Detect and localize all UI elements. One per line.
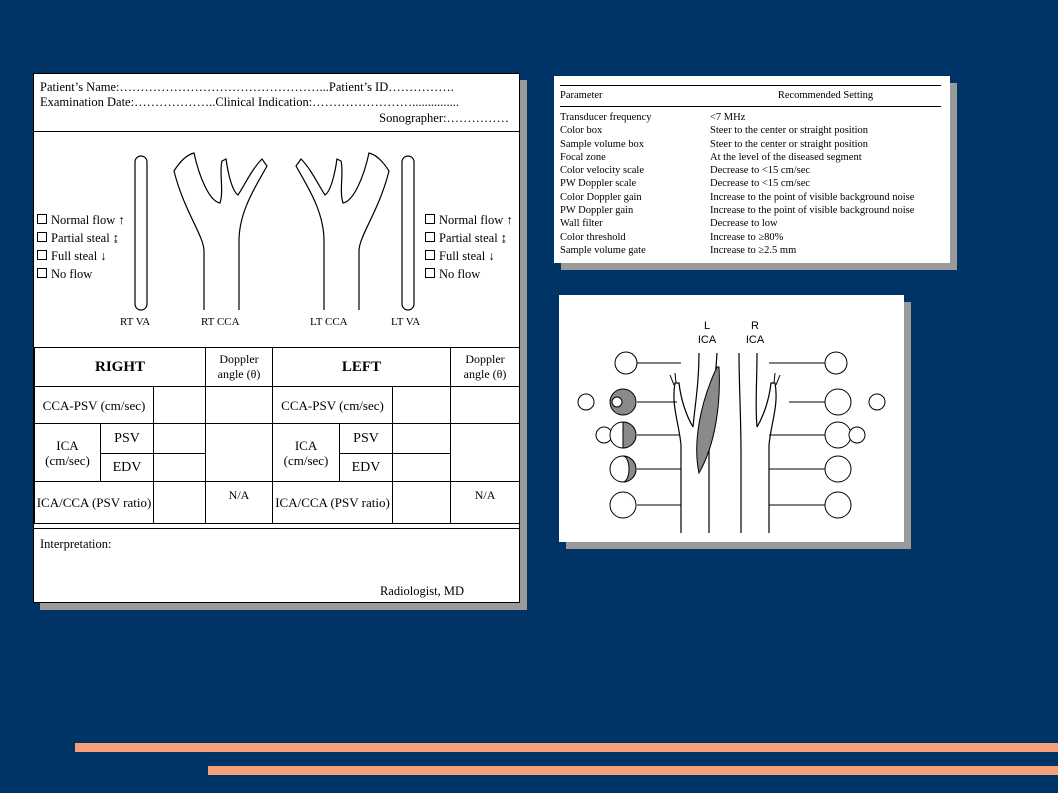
option-no-flow[interactable]: No flow xyxy=(425,265,513,283)
psv-label: PSV xyxy=(340,424,393,454)
right-vessel-outer xyxy=(757,383,776,533)
parameter-setting: <7 MHz xyxy=(710,112,746,123)
lt-cca-psv-cell[interactable] xyxy=(393,387,451,424)
parameter-header: Parameter xyxy=(560,86,710,107)
accent-bar-top xyxy=(75,743,1058,752)
l-label: L xyxy=(703,320,711,332)
parameter-table xyxy=(560,85,941,257)
parameter-row xyxy=(560,124,941,137)
rt-va-label: RT VA xyxy=(120,316,151,328)
option-partial-steal[interactable]: Partial steal ↨ xyxy=(37,229,125,247)
parameter-setting: Decrease to <15 cm/sec xyxy=(710,178,811,190)
r-label: R xyxy=(751,320,759,332)
parameter-row xyxy=(560,244,941,257)
lt-ica-edv-cell[interactable] xyxy=(393,454,451,482)
parameter-name: Color box xyxy=(560,125,603,137)
na-value: N/A xyxy=(451,482,520,524)
parameter-row xyxy=(560,164,941,177)
rt-cca-psv-cell[interactable] xyxy=(154,387,206,424)
parameter-setting: Increase to the point of visible background noise xyxy=(710,205,915,217)
edv-label: EDV xyxy=(101,454,154,482)
cca-psv-label: CCA-PSV (cm/sec) xyxy=(273,387,393,424)
left-vessel-outer xyxy=(674,383,693,533)
parameter-table-panel xyxy=(554,76,950,263)
rt-cca-vessel xyxy=(174,153,267,310)
option-full-steal[interactable]: Full steal ↓ xyxy=(37,247,125,265)
ica-diagram xyxy=(559,295,904,542)
ratio-label: ICA/CCA (PSV ratio) xyxy=(273,482,393,524)
right-flow-options xyxy=(37,211,125,283)
option-partial-steal[interactable]: Partial steal ↨ xyxy=(425,229,513,247)
interpretation-box[interactable] xyxy=(34,528,519,603)
right-ica-wall xyxy=(756,353,757,427)
option-full-steal[interactable]: Full steal ↓ xyxy=(425,247,513,265)
lt-va-label: LT VA xyxy=(391,316,421,328)
lt-cca-label: LT CCA xyxy=(310,316,348,328)
rt-ratio-cell[interactable] xyxy=(154,482,206,524)
parameter-name: PW Doppler scale xyxy=(560,178,637,190)
parameter-rows xyxy=(560,107,941,258)
interpretation-label: Interpretation: xyxy=(40,537,112,551)
psv-label: PSV xyxy=(101,424,154,454)
right-vessel-inner xyxy=(739,353,741,533)
doppler-angle-header: Doppler angle (θ) xyxy=(451,348,520,387)
option-no-flow[interactable]: No flow xyxy=(37,265,125,283)
exam-date-line[interactable]: Examination Date:………………..Clinical Indication:……………………............... xyxy=(40,95,460,109)
ratio-label: ICA/CCA (PSV ratio) xyxy=(35,482,154,524)
accent-bar-bottom xyxy=(208,766,1058,775)
parameter-setting: Steer to the center or straight position xyxy=(710,125,869,137)
lt-ica-psv-cell[interactable] xyxy=(393,424,451,454)
left-ica-wall xyxy=(693,353,699,427)
parameter-setting: Decrease to <15 cm/sec xyxy=(710,165,811,177)
setting-header: Recommended Setting xyxy=(710,86,941,107)
parameter-setting: Increase to ≥80% xyxy=(710,231,784,243)
parameter-name: Sample volume gate xyxy=(560,244,646,256)
sonographer-line[interactable]: Sonographer:…………… xyxy=(379,111,509,125)
rt-ica-psv-cell[interactable] xyxy=(154,424,206,454)
parameter-setting: Increase to ≥2.5 mm xyxy=(710,244,797,256)
parameter-name: Color Doppler gain xyxy=(560,191,642,203)
parameter-setting: Steer to the center or straight position xyxy=(710,138,869,150)
option-normal-flow[interactable]: Normal flow ↑ xyxy=(37,211,125,229)
parameter-name: Wall filter xyxy=(560,218,603,230)
vessel-diagram xyxy=(34,131,519,347)
r-ica-label: ICA xyxy=(745,334,765,346)
ica-label: ICA (cm/sec) xyxy=(35,424,101,482)
parameter-setting: Increase to the point of visible background noise xyxy=(710,191,915,203)
rt-ica-edv-cell[interactable] xyxy=(154,454,206,482)
option-normal-flow[interactable]: Normal flow ↑ xyxy=(425,211,513,229)
parameter-name: Transducer frequency xyxy=(560,112,652,123)
cca-psv-label: CCA-PSV (cm/sec) xyxy=(35,387,154,424)
parameter-setting: At the level of the diseased segment xyxy=(710,151,862,163)
patient-name-line[interactable]: Patient’s Name:…………………………………………...Patient’s ID……………. xyxy=(40,80,454,94)
parameter-row xyxy=(560,151,941,164)
rt-cca-label: RT CCA xyxy=(201,316,240,328)
report-form xyxy=(33,73,520,603)
right-header: RIGHT xyxy=(35,348,206,387)
parameter-name: Focal zone xyxy=(560,151,606,163)
l-ica-label: ICA xyxy=(697,334,717,346)
lt-va-vessel xyxy=(402,156,414,310)
rt-doppler-cell[interactable] xyxy=(206,387,273,424)
signature-label: Radiologist, MD xyxy=(379,584,464,598)
parameter-name: Sample volume box xyxy=(560,138,644,150)
ica-diagram-panel xyxy=(559,295,904,542)
parameter-setting: Decrease to low xyxy=(710,218,778,230)
parameter-row xyxy=(560,107,941,125)
parameter-row xyxy=(560,177,941,190)
ica-label: ICA (cm/sec) xyxy=(273,424,340,482)
parameter-row xyxy=(560,231,941,244)
parameter-name: Color threshold xyxy=(560,231,626,243)
velocity-table xyxy=(34,347,520,524)
rt-ica-doppler-cell[interactable] xyxy=(206,424,273,482)
parameter-row xyxy=(560,217,941,230)
marker-normal xyxy=(615,352,637,374)
lt-ratio-cell[interactable] xyxy=(393,482,451,524)
rt-va-vessel xyxy=(135,156,147,310)
parameter-row xyxy=(560,191,941,204)
parameter-row xyxy=(560,204,941,217)
parameter-name: PW Doppler gain xyxy=(560,205,634,217)
parameter-name: Color velocity scale xyxy=(560,165,644,177)
edv-label: EDV xyxy=(340,454,393,482)
left-flow-options xyxy=(425,211,513,283)
left-header: LEFT xyxy=(273,348,451,387)
form-header xyxy=(34,74,519,132)
lt-doppler-cell[interactable] xyxy=(451,387,520,424)
marker-empty xyxy=(610,492,636,518)
doppler-angle-header: Doppler angle (θ) xyxy=(206,348,273,387)
plaque-shape xyxy=(697,367,720,473)
right-waveform-markers xyxy=(769,352,885,518)
na-value: N/A xyxy=(206,482,273,524)
marker-small xyxy=(578,394,594,410)
lt-ica-doppler-cell[interactable] xyxy=(451,424,520,482)
left-waveform-markers xyxy=(578,352,681,518)
parameter-row xyxy=(560,138,941,151)
lt-cca-vessel xyxy=(296,153,389,310)
